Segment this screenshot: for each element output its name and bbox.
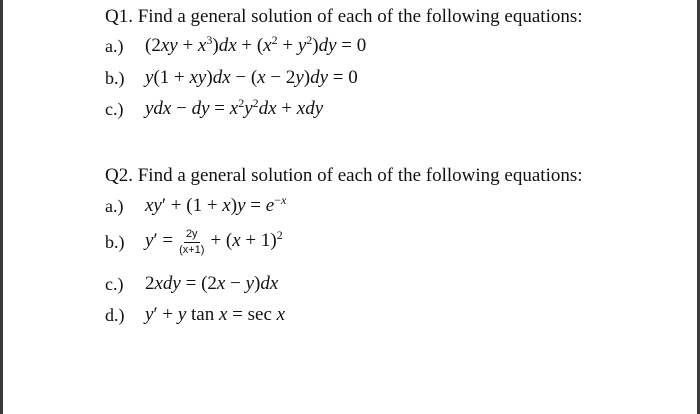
fraction-numerator: 2y — [184, 228, 200, 242]
q1-item-b — [105, 65, 358, 91]
fraction — [177, 228, 206, 255]
q1-item-c-label: c.) — [105, 98, 124, 119]
q2-item-a-equation: $xy' + (1 + x)y = e^{-x}$ — [145, 193, 287, 216]
q1-item-b-label: b.) — [105, 67, 125, 88]
q1-item-c-equation: ydx − dy = $x^2y^2dx$ + xdy — [145, 96, 324, 119]
fraction-denominator: (x+1) — [179, 243, 205, 256]
left-border — [0, 0, 3, 414]
q2-item-b — [105, 229, 283, 255]
q2-item-c-label: c.) — [105, 273, 124, 294]
q1-item-a — [105, 33, 366, 59]
q2-item-b-label: b.) — [105, 231, 125, 252]
q2-item-d — [105, 302, 285, 328]
q2-item-b-equation: y′ = $\frac{2y}{(x+1)}$ + $(x + 1)^2$ — [145, 228, 283, 256]
q2-item-a — [105, 193, 286, 219]
q1-item-a-label: a.) — [105, 35, 124, 56]
q1-item-c — [105, 96, 323, 122]
q2-item-d-equation: y′ + y tan x = sec x — [145, 304, 286, 325]
q2-item-a-label: a.) — [105, 195, 124, 216]
q1-item-a-equation: $(2xy + x^3)dx + (x^2 + y^2)dy = 0$ — [145, 33, 367, 56]
q2-item-c-equation: 2xdy = (2x − y)dx — [145, 273, 279, 294]
q2-item-c — [105, 271, 278, 297]
q1-item-b-equation: y(1 + xy)dx − (x − 2y)dy = 0 — [145, 67, 358, 88]
q1-heading: Q1. Find a general solution of each of the following equations: — [105, 6, 583, 27]
q2-heading: Q2. Find a general solution of each of the following equations: — [105, 165, 583, 186]
q2-item-d-label: d.) — [105, 304, 125, 325]
